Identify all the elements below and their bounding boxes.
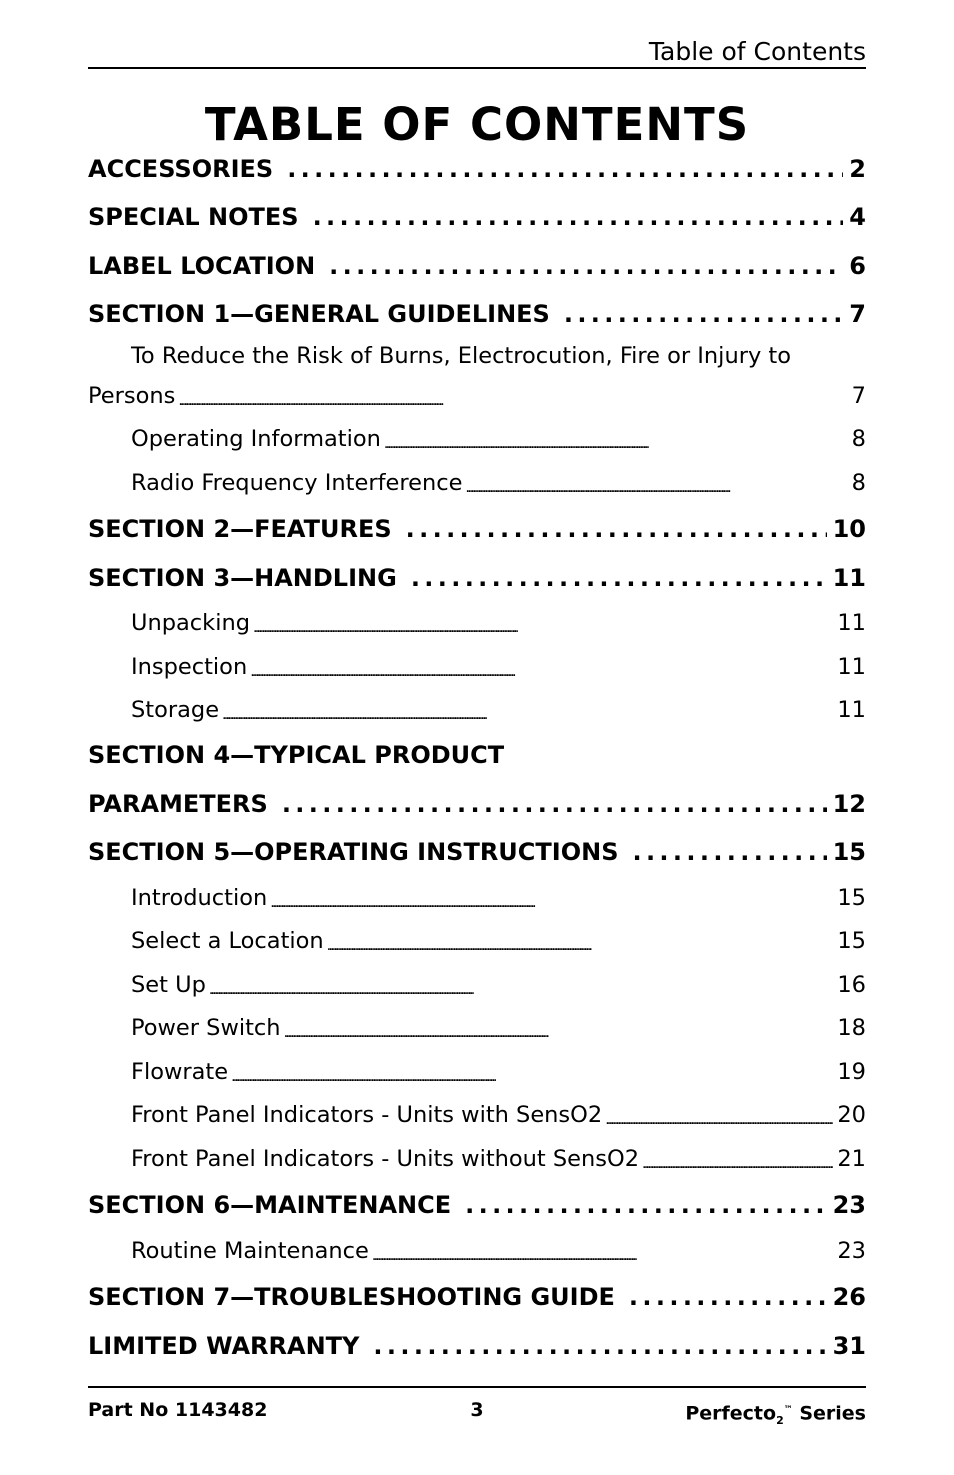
toc-entry-page: 15 (837, 884, 866, 911)
toc-entry-label: Introduction (131, 884, 268, 911)
toc-entry-label-line2: Persons (88, 382, 176, 409)
dot-leader (287, 147, 843, 191)
toc-entry-page: 8 (851, 469, 866, 496)
toc-entry-reduce-risk[interactable] (88, 336, 866, 416)
dot-leader (632, 830, 826, 874)
toc-entry-label: SECTION 1—GENERAL GUIDELINES (88, 300, 550, 328)
part-number: Part No 1143482 (88, 1399, 268, 1421)
dot-leader (629, 1275, 827, 1319)
toc-entry-page: 31 (832, 1331, 866, 1360)
toc-entry-page: 11 (837, 610, 866, 636)
toc-entry-special-notes[interactable] (88, 191, 866, 240)
toc-entry-limited-warranty[interactable] (88, 1319, 866, 1368)
toc-entry-label: LABEL LOCATION (88, 251, 316, 280)
toc-entry-label: Unpacking (131, 610, 250, 636)
dot-leader (327, 931, 834, 961)
toc-entry-label: PARAMETERS (88, 789, 268, 818)
toc-entry-label: Set Up (131, 971, 206, 998)
toc-entry-operating-information[interactable] (88, 416, 866, 460)
table-of-contents (88, 142, 866, 1368)
toc-entry-radio-frequency[interactable] (88, 459, 866, 503)
toc-entry-flowrate[interactable] (88, 1048, 866, 1092)
dot-leader (284, 1018, 834, 1048)
toc-entry-front-panel-without[interactable] (88, 1135, 866, 1179)
toc-entry-page: 19 (837, 1058, 866, 1085)
toc-entry-section-7[interactable] (88, 1271, 866, 1320)
dot-leader (642, 1149, 833, 1179)
toc-entry-section-2[interactable] (88, 503, 866, 552)
toc-entry-page: 12 (832, 789, 866, 818)
toc-entry-introduction[interactable] (88, 874, 866, 918)
page-number: 3 (470, 1399, 484, 1421)
toc-entry-page: 23 (832, 1191, 866, 1219)
dot-leader (465, 473, 847, 503)
toc-entry-label: Flowrate (131, 1058, 229, 1085)
dot-leader (411, 556, 827, 600)
toc-entry-unpacking[interactable] (88, 600, 866, 644)
trademark-symbol: ™ (783, 1405, 793, 1415)
dot-leader (406, 507, 827, 551)
toc-entry-page: 16 (837, 971, 866, 998)
toc-entry-label: Select a Location (131, 928, 324, 954)
toc-entry-accessories[interactable] (88, 142, 866, 191)
dot-leader (465, 1183, 826, 1227)
series-brand: Perfecto (685, 1402, 777, 1425)
toc-entry-label: SECTION 4—TYPICAL PRODUCT (88, 741, 505, 769)
dot-leader (384, 429, 848, 459)
toc-entry-page: 6 (849, 251, 866, 280)
toc-entry-section-6[interactable] (88, 1179, 866, 1228)
toc-entry-label: Storage (131, 697, 220, 723)
toc-entry-page: 7 (849, 300, 866, 328)
toc-entry-label: Radio Frequency Interference (131, 469, 463, 496)
toc-entry-page: 11 (837, 653, 866, 680)
dot-leader (329, 244, 843, 288)
dot-leader (313, 195, 844, 239)
toc-entry-page: 11 (837, 697, 866, 723)
toc-entry-label-line2-row (88, 372, 866, 416)
dot-leader (231, 1062, 833, 1092)
toc-entry-page: 8 (851, 426, 866, 452)
dot-leader (373, 1324, 826, 1368)
footer-rule (88, 1386, 866, 1388)
toc-entry-page: 26 (832, 1283, 866, 1311)
toc-entry-select-location[interactable] (88, 918, 866, 962)
toc-entry-label: Inspection (131, 653, 248, 680)
toc-entry-page: 18 (837, 1015, 866, 1041)
dot-leader (209, 975, 834, 1005)
dot-leader (253, 613, 833, 643)
toc-entry-page: 21 (837, 1145, 866, 1172)
toc-entry-section-3[interactable] (88, 551, 866, 600)
toc-entry-front-panel-with[interactable] (88, 1092, 866, 1136)
dot-leader (605, 1105, 833, 1135)
toc-entry-section-4-line1[interactable] (88, 730, 866, 777)
toc-entry-page: 20 (837, 1102, 866, 1128)
toc-entry-page: 4 (849, 203, 866, 231)
dot-leader (222, 700, 833, 730)
toc-entry-label: SECTION 5—OPERATING INSTRUCTIONS (88, 838, 619, 866)
toc-entry-label: SECTION 7—TROUBLESHOOTING GUIDE (88, 1283, 615, 1311)
toc-entry-inspection[interactable] (88, 643, 866, 687)
running-head: Table of Contents (648, 37, 866, 66)
toc-entry-power-switch[interactable] (88, 1005, 866, 1049)
dot-leader (282, 782, 827, 826)
dot-leader (178, 386, 847, 416)
toc-entry-page: 11 (832, 563, 866, 592)
toc-entry-storage[interactable] (88, 687, 866, 731)
toc-entry-page: 7 (851, 382, 866, 409)
toc-entry-page: 10 (832, 515, 866, 543)
document-page (88, 0, 866, 1475)
toc-entry-page: 2 (849, 154, 866, 183)
toc-entry-label: Power Switch (131, 1015, 281, 1041)
series-subscript: 2 (776, 1414, 784, 1428)
toc-entry-routine-maintenance[interactable] (88, 1227, 866, 1271)
toc-entry-label: SPECIAL NOTES (88, 203, 299, 231)
dot-leader (250, 657, 833, 687)
toc-entry-label: ACCESSORIES (88, 154, 274, 183)
toc-entry-label: LIMITED WARRANTY (88, 1331, 360, 1360)
toc-entry-section-5[interactable] (88, 826, 866, 875)
page-title: TABLE OF CONTENTS (204, 98, 750, 151)
dot-leader (372, 1241, 833, 1271)
toc-entry-page: 15 (837, 928, 866, 954)
toc-entry-set-up[interactable] (88, 961, 866, 1005)
toc-entry-section-1[interactable] (88, 288, 866, 337)
toc-entry-label: Operating Information (131, 426, 381, 452)
toc-entry-label: SECTION 6—MAINTENANCE (88, 1191, 452, 1219)
toc-entry-page: 23 (837, 1237, 866, 1264)
header-rule (88, 67, 866, 69)
toc-entry-label: Routine Maintenance (131, 1237, 369, 1264)
dot-leader (270, 888, 833, 918)
dot-leader (564, 292, 843, 336)
page-footer (88, 1396, 866, 1428)
toc-entry-section-4-line2[interactable] (88, 777, 866, 826)
toc-entry-label: SECTION 2—FEATURES (88, 515, 392, 543)
toc-entry-label: SECTION 3—HANDLING (88, 563, 397, 592)
series-name (685, 1396, 866, 1435)
toc-entry-label-location[interactable] (88, 239, 866, 288)
toc-entry-label: Front Panel Indicators - Units without SensO2 (131, 1145, 640, 1172)
toc-entry-label: Front Panel Indicators - Units with SensO2 (131, 1102, 603, 1128)
toc-entry-label-line1: To Reduce the Risk of Burns, Electrocution, Fire or Injury to (131, 343, 792, 369)
series-suffix: Series (799, 1402, 866, 1425)
toc-entry-page: 15 (832, 838, 866, 866)
